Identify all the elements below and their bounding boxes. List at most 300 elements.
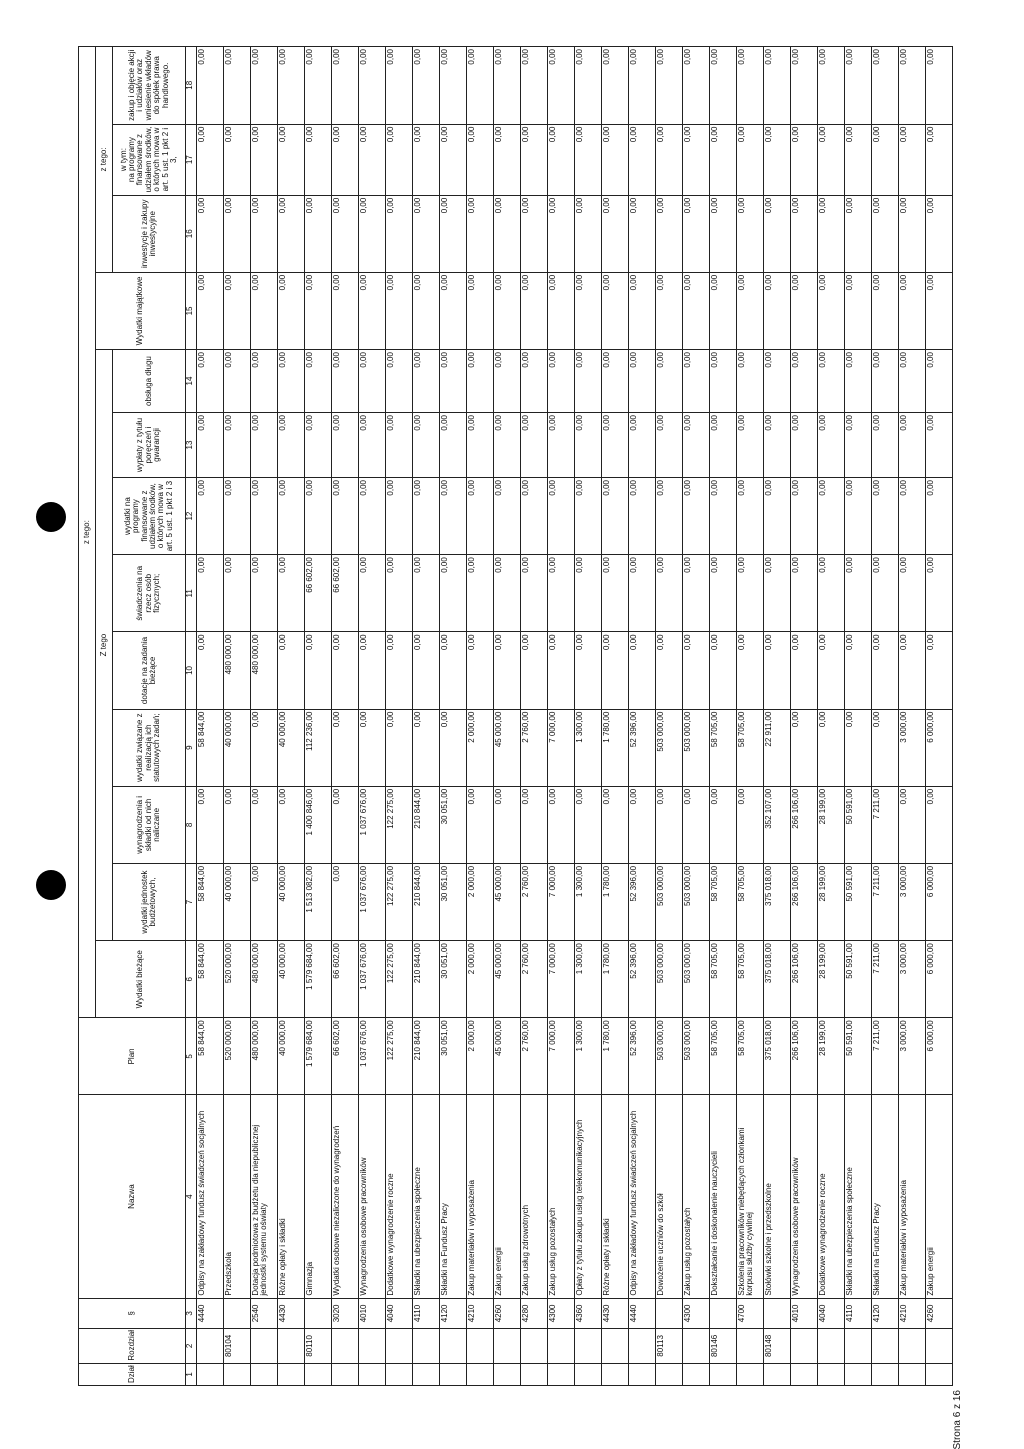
cell-paragraf: 4440 — [197, 1298, 224, 1328]
cell-zakup-akcji: 0,00 — [413, 47, 440, 125]
cell-paragraf: 4430 — [602, 1298, 629, 1328]
cell-nazwa: Wynagrodzenia osobowe pracowników — [359, 1095, 386, 1298]
cell-nazwa: Różne opłaty i składki — [602, 1095, 629, 1298]
cell-paragraf: 4110 — [413, 1298, 440, 1328]
cell-zakup-akcji: 0,00 — [845, 47, 872, 125]
cell-wydatki-biezace: 520 000,00 — [224, 941, 251, 1018]
cell-zakup-akcji: 0,00 — [818, 47, 845, 125]
cell-wynagrodzenia: 1 400 846,00 — [305, 786, 332, 863]
cell-inwestycje: 0,00 — [386, 195, 413, 272]
header-wydatki-majatkowe: Wydatki majątkowe — [96, 272, 186, 349]
cell-wydatki-jednostek: 40 000,00 — [224, 863, 251, 940]
cell-zakup-akcji: 0,00 — [872, 47, 899, 125]
cell-paragraf — [710, 1298, 737, 1328]
cell-rozdzial: 80104 — [224, 1329, 251, 1364]
cell-dzial — [926, 1363, 953, 1385]
cell-wynagrodzenia: 0,00 — [629, 786, 656, 863]
cell-na-programy: 0,00 — [575, 124, 602, 195]
cell-zakup-akcji: 0,00 — [710, 47, 737, 125]
cell-wydatki-majatkowe: 0,00 — [710, 272, 737, 349]
cell-dzial — [224, 1363, 251, 1385]
cell-rozdzial — [683, 1329, 710, 1364]
cell-wynagrodzenia: 352 107,00 — [764, 786, 791, 863]
cell-wydatki-zwiazane: 503 000,00 — [656, 709, 683, 786]
cell-wydatki-jednostek: 58 705,00 — [737, 863, 764, 940]
cell-swiadczenia: 0,00 — [494, 555, 521, 632]
column-number: 17 — [186, 124, 197, 195]
cell-zakup-akcji: 0,00 — [656, 47, 683, 125]
column-number: 14 — [186, 350, 197, 413]
cell-na-programy: 0,00 — [251, 124, 278, 195]
cell-wydatki-majatkowe: 0,00 — [629, 272, 656, 349]
cell-wydatki-biezace: 6 000,00 — [926, 941, 953, 1018]
table-row — [224, 47, 251, 1386]
cell-wydatki-programy: 0,00 — [926, 478, 953, 555]
cell-paragraf: 4430 — [278, 1298, 305, 1328]
cell-nazwa: Różne opłaty i składki — [278, 1095, 305, 1298]
cell-zakup-akcji: 0,00 — [629, 47, 656, 125]
header-wydatki-jednostek: wydatki jednostek budżetowych, — [113, 863, 186, 940]
cell-na-programy: 0,00 — [224, 124, 251, 195]
cell-inwestycje: 0,00 — [737, 195, 764, 272]
cell-plan: 58 705,00 — [737, 1018, 764, 1095]
cell-paragraf: 4260 — [494, 1298, 521, 1328]
header-zakup-akcji: zakup i objęcie akcji i udziałów oraz wniesienie wkładów do spółek prawa handlowego. — [113, 47, 186, 125]
cell-wydatki-programy: 0,00 — [899, 478, 926, 555]
cell-dzial — [548, 1363, 575, 1385]
cell-wydatki-zwiazane: 0,00 — [818, 709, 845, 786]
cell-nazwa: Zakup energii — [926, 1095, 953, 1298]
cell-dzial — [575, 1363, 602, 1385]
cell-inwestycje: 0,00 — [278, 195, 305, 272]
cell-wydatki-biezace: 40 000,00 — [278, 941, 305, 1018]
cell-zakup-akcji: 0,00 — [764, 47, 791, 125]
cell-inwestycje: 0,00 — [683, 195, 710, 272]
cell-wynagrodzenia: 7 211,00 — [872, 786, 899, 863]
cell-wydatki-biezace: 503 000,00 — [656, 941, 683, 1018]
cell-dotacje: 0,00 — [845, 632, 872, 709]
cell-plan: 28 199,00 — [818, 1018, 845, 1095]
cell-nazwa: Dodatkowe wynagrodzenie roczne — [818, 1095, 845, 1298]
cell-zakup-akcji: 0,00 — [332, 47, 359, 125]
cell-wydatki-jednostek: 3 000,00 — [899, 863, 926, 940]
cell-wyplaty: 0,00 — [656, 413, 683, 478]
cell-zakup-akcji: 0,00 — [737, 47, 764, 125]
cell-wydatki-zwiazane: 503 000,00 — [683, 709, 710, 786]
cell-wydatki-programy: 0,00 — [845, 478, 872, 555]
cell-swiadczenia: 0,00 — [710, 555, 737, 632]
cell-wydatki-jednostek: 6 000,00 — [926, 863, 953, 940]
cell-dotacje: 0,00 — [872, 632, 899, 709]
cell-na-programy: 0,00 — [332, 124, 359, 195]
cell-wydatki-jednostek: 1 780,00 — [602, 863, 629, 940]
cell-rozdzial — [521, 1329, 548, 1364]
cell-wydatki-jednostek: 30 051,00 — [440, 863, 467, 940]
cell-wydatki-programy: 0,00 — [656, 478, 683, 555]
header-rozdzial: Rozdział — [79, 1329, 186, 1364]
cell-wynagrodzenia: 0,00 — [548, 786, 575, 863]
cell-plan: 58 844,00 — [197, 1018, 224, 1095]
cell-swiadczenia: 66 602,00 — [305, 555, 332, 632]
rotated-page — [78, 46, 935, 1386]
cell-wydatki-programy: 0,00 — [575, 478, 602, 555]
cell-paragraf: 4360 — [575, 1298, 602, 1328]
cell-wyplaty: 0,00 — [710, 413, 737, 478]
cell-inwestycje: 0,00 — [413, 195, 440, 272]
cell-plan: 58 705,00 — [710, 1018, 737, 1095]
cell-dzial — [413, 1363, 440, 1385]
header-paragraf: § — [79, 1298, 186, 1328]
cell-nazwa: Gimnazja — [305, 1095, 332, 1298]
cell-dotacje: 0,00 — [629, 632, 656, 709]
cell-dzial — [359, 1363, 386, 1385]
cell-dzial — [467, 1363, 494, 1385]
cell-dotacje: 0,00 — [278, 632, 305, 709]
cell-obsluga-dlugu: 0,00 — [656, 350, 683, 413]
cell-wynagrodzenia: 0,00 — [467, 786, 494, 863]
cell-wynagrodzenia: 0,00 — [575, 786, 602, 863]
cell-wydatki-zwiazane: 1 300,00 — [575, 709, 602, 786]
cell-wydatki-majatkowe: 0,00 — [845, 272, 872, 349]
cell-paragraf: 4210 — [899, 1298, 926, 1328]
cell-wydatki-zwiazane: 45 000,00 — [494, 709, 521, 786]
cell-plan: 210 844,00 — [413, 1018, 440, 1095]
header-na-programy-text: na programy finansowane z udziałem środków, o których mowa w art. 5 ust. 1 pkt 2 i 3, — [127, 126, 178, 193]
cell-rozdzial — [278, 1329, 305, 1364]
cell-plan: 66 602,00 — [332, 1018, 359, 1095]
cell-swiadczenia: 0,00 — [197, 555, 224, 632]
cell-nazwa: Dotacja podmiotowa z budżetu dla niepublicznej jednostki systemu oświaty — [251, 1095, 278, 1298]
cell-na-programy: 0,00 — [467, 124, 494, 195]
cell-wydatki-majatkowe: 0,00 — [332, 272, 359, 349]
cell-rozdzial — [413, 1329, 440, 1364]
cell-swiadczenia: 0,00 — [521, 555, 548, 632]
cell-wyplaty: 0,00 — [359, 413, 386, 478]
punch-hole — [36, 502, 66, 532]
cell-wyplaty: 0,00 — [305, 413, 332, 478]
cell-wynagrodzenia: 0,00 — [332, 786, 359, 863]
header-wydatki-biezace: Wydatki bieżące — [96, 941, 186, 1018]
cell-inwestycje: 0,00 — [521, 195, 548, 272]
cell-wyplaty: 0,00 — [737, 413, 764, 478]
table-row — [602, 47, 629, 1386]
cell-inwestycje: 0,00 — [224, 195, 251, 272]
cell-inwestycje: 0,00 — [332, 195, 359, 272]
cell-na-programy: 0,00 — [710, 124, 737, 195]
budget-table-container — [78, 46, 935, 1386]
cell-wyplaty: 0,00 — [872, 413, 899, 478]
cell-dotacje: 0,00 — [521, 632, 548, 709]
header-obsluga-dlugu: obsługa długu — [113, 350, 186, 413]
column-number: 7 — [186, 863, 197, 940]
cell-dotacje: 480 000,00 — [224, 632, 251, 709]
cell-wydatki-programy: 0,00 — [332, 478, 359, 555]
cell-plan: 122 275,00 — [386, 1018, 413, 1095]
cell-wydatki-majatkowe: 0,00 — [575, 272, 602, 349]
cell-obsluga-dlugu: 0,00 — [602, 350, 629, 413]
cell-rozdzial — [197, 1329, 224, 1364]
cell-wynagrodzenia: 0,00 — [197, 786, 224, 863]
cell-rozdzial — [332, 1329, 359, 1364]
column-number: 12 — [186, 478, 197, 555]
column-number: 6 — [186, 941, 197, 1018]
cell-wydatki-zwiazane: 0,00 — [791, 709, 818, 786]
cell-wynagrodzenia: 0,00 — [656, 786, 683, 863]
cell-wydatki-jednostek: 266 106,00 — [791, 863, 818, 940]
cell-wydatki-programy: 0,00 — [548, 478, 575, 555]
cell-dzial — [386, 1363, 413, 1385]
cell-wydatki-programy: 0,00 — [629, 478, 656, 555]
cell-dotacje: 0,00 — [386, 632, 413, 709]
cell-swiadczenia: 0,00 — [548, 555, 575, 632]
cell-wydatki-biezace: 7 000,00 — [548, 941, 575, 1018]
cell-nazwa: Zakup usług pozostałych — [683, 1095, 710, 1298]
cell-obsluga-dlugu: 0,00 — [764, 350, 791, 413]
cell-obsluga-dlugu: 0,00 — [494, 350, 521, 413]
cell-dzial — [710, 1363, 737, 1385]
cell-wydatki-zwiazane: 0,00 — [332, 709, 359, 786]
header-wydatki-programy: wydatki na programy finansowane z udziałem środków, o których mowa w art. 5 ust. 1 pkt 2 i 3 — [113, 478, 186, 555]
cell-zakup-akcji: 0,00 — [467, 47, 494, 125]
header-dotacje: dotacje na zadania bieżące — [113, 632, 186, 709]
cell-obsluga-dlugu: 0,00 — [332, 350, 359, 413]
cell-wydatki-programy: 0,00 — [278, 478, 305, 555]
cell-wydatki-biezace: 1 300,00 — [575, 941, 602, 1018]
cell-nazwa: Składki na Fundusz Pracy — [440, 1095, 467, 1298]
column-number: 4 — [186, 1095, 197, 1298]
cell-dzial — [278, 1363, 305, 1385]
cell-plan: 1 037 676,00 — [359, 1018, 386, 1095]
cell-wydatki-biezace: 210 844,00 — [413, 941, 440, 1018]
cell-dzial — [764, 1363, 791, 1385]
cell-obsluga-dlugu: 0,00 — [305, 350, 332, 413]
cell-zakup-akcji: 0,00 — [575, 47, 602, 125]
page-number: Strona 6 z 16 — [952, 1390, 963, 1449]
cell-zakup-akcji: 0,00 — [602, 47, 629, 125]
cell-wydatki-biezace: 266 106,00 — [791, 941, 818, 1018]
table-row — [305, 47, 332, 1386]
cell-plan: 7 211,00 — [872, 1018, 899, 1095]
cell-wydatki-biezace: 480 000,00 — [251, 941, 278, 1018]
table-row — [548, 47, 575, 1386]
cell-wyplaty: 0,00 — [683, 413, 710, 478]
cell-dzial — [737, 1363, 764, 1385]
cell-wydatki-jednostek: 52 396,00 — [629, 863, 656, 940]
cell-wydatki-programy: 0,00 — [359, 478, 386, 555]
column-number: 5 — [186, 1018, 197, 1095]
cell-dzial — [332, 1363, 359, 1385]
cell-wynagrodzenia: 0,00 — [602, 786, 629, 863]
cell-inwestycje: 0,00 — [845, 195, 872, 272]
table-row — [521, 47, 548, 1386]
header-nazwa: Nazwa — [79, 1095, 186, 1298]
cell-wydatki-majatkowe: 0,00 — [899, 272, 926, 349]
column-number: 10 — [186, 632, 197, 709]
cell-swiadczenia: 0,00 — [251, 555, 278, 632]
table-row — [710, 47, 737, 1386]
cell-rozdzial — [440, 1329, 467, 1364]
cell-wynagrodzenia: 0,00 — [251, 786, 278, 863]
cell-rozdzial — [872, 1329, 899, 1364]
cell-wynagrodzenia: 0,00 — [278, 786, 305, 863]
cell-paragraf: 4040 — [818, 1298, 845, 1328]
cell-swiadczenia: 0,00 — [224, 555, 251, 632]
cell-dotacje: 0,00 — [710, 632, 737, 709]
cell-dzial — [656, 1363, 683, 1385]
cell-wydatki-programy: 0,00 — [467, 478, 494, 555]
cell-na-programy: 0,00 — [899, 124, 926, 195]
cell-nazwa: Przedszkola — [224, 1095, 251, 1298]
cell-dzial — [440, 1363, 467, 1385]
cell-wyplaty: 0,00 — [440, 413, 467, 478]
cell-wydatki-zwiazane: 0,00 — [413, 709, 440, 786]
cell-swiadczenia: 0,00 — [467, 555, 494, 632]
cell-obsluga-dlugu: 0,00 — [926, 350, 953, 413]
cell-wyplaty: 0,00 — [332, 413, 359, 478]
cell-wydatki-zwiazane: 0,00 — [872, 709, 899, 786]
table-row — [278, 47, 305, 1386]
cell-wydatki-majatkowe: 0,00 — [791, 272, 818, 349]
cell-na-programy: 0,00 — [278, 124, 305, 195]
cell-wydatki-programy: 0,00 — [413, 478, 440, 555]
header-na-programy — [113, 124, 186, 195]
cell-nazwa: Dowożenie uczniów do szkół — [656, 1095, 683, 1298]
cell-wydatki-biezace: 30 051,00 — [440, 941, 467, 1018]
cell-dotacje: 0,00 — [413, 632, 440, 709]
cell-wydatki-jednostek: 2 000,00 — [467, 863, 494, 940]
table-row — [494, 47, 521, 1386]
cell-zakup-akcji: 0,00 — [278, 47, 305, 125]
cell-inwestycje: 0,00 — [305, 195, 332, 272]
cell-na-programy: 0,00 — [683, 124, 710, 195]
cell-wyplaty: 0,00 — [386, 413, 413, 478]
cell-rozdzial — [467, 1329, 494, 1364]
cell-swiadczenia: 66 602,00 — [332, 555, 359, 632]
cell-obsluga-dlugu: 0,00 — [440, 350, 467, 413]
cell-wydatki-zwiazane: 40 000,00 — [278, 709, 305, 786]
cell-wynagrodzenia: 0,00 — [710, 786, 737, 863]
cell-obsluga-dlugu: 0,00 — [548, 350, 575, 413]
cell-inwestycje: 0,00 — [359, 195, 386, 272]
cell-wydatki-zwiazane: 0,00 — [440, 709, 467, 786]
cell-nazwa: Szkolenia pracowników niebędących członkami korpusu służby cywilnej — [737, 1095, 764, 1298]
cell-swiadczenia: 0,00 — [872, 555, 899, 632]
cell-nazwa: Zakup usług pozostałych — [548, 1095, 575, 1298]
cell-inwestycje: 0,00 — [818, 195, 845, 272]
header-w-tym: w tym: — [118, 148, 128, 172]
cell-plan: 52 396,00 — [629, 1018, 656, 1095]
cell-wydatki-majatkowe: 0,00 — [305, 272, 332, 349]
cell-wydatki-biezace: 58 705,00 — [710, 941, 737, 1018]
cell-wydatki-majatkowe: 0,00 — [278, 272, 305, 349]
column-number-row — [186, 47, 197, 1386]
cell-inwestycje: 0,00 — [710, 195, 737, 272]
cell-wyplaty: 0,00 — [224, 413, 251, 478]
cell-wydatki-programy: 0,00 — [386, 478, 413, 555]
cell-wynagrodzenia: 1 037 676,00 — [359, 786, 386, 863]
cell-zakup-akcji: 0,00 — [197, 47, 224, 125]
cell-obsluga-dlugu: 0,00 — [278, 350, 305, 413]
cell-wydatki-majatkowe: 0,00 — [764, 272, 791, 349]
cell-wyplaty: 0,00 — [278, 413, 305, 478]
cell-paragraf: 3020 — [332, 1298, 359, 1328]
cell-wyplaty: 0,00 — [602, 413, 629, 478]
cell-na-programy: 0,00 — [548, 124, 575, 195]
cell-wydatki-programy: 0,00 — [440, 478, 467, 555]
cell-plan: 2 000,00 — [467, 1018, 494, 1095]
cell-paragraf: 4120 — [872, 1298, 899, 1328]
column-number: 15 — [186, 272, 197, 349]
table-row — [764, 47, 791, 1386]
table-row — [575, 47, 602, 1386]
cell-rozdzial: 80113 — [656, 1329, 683, 1364]
cell-dzial — [521, 1363, 548, 1385]
cell-wydatki-biezace: 1 780,00 — [602, 941, 629, 1018]
cell-obsluga-dlugu: 0,00 — [467, 350, 494, 413]
cell-plan: 40 000,00 — [278, 1018, 305, 1095]
cell-obsluga-dlugu: 0,00 — [521, 350, 548, 413]
table-row — [386, 47, 413, 1386]
cell-obsluga-dlugu: 0,00 — [224, 350, 251, 413]
cell-rozdzial — [251, 1329, 278, 1364]
cell-wyplaty: 0,00 — [197, 413, 224, 478]
cell-zakup-akcji: 0,00 — [791, 47, 818, 125]
cell-paragraf: 4440 — [629, 1298, 656, 1328]
cell-plan: 1 780,00 — [602, 1018, 629, 1095]
cell-wydatki-majatkowe: 0,00 — [467, 272, 494, 349]
cell-rozdzial — [575, 1329, 602, 1364]
cell-wynagrodzenia: 0,00 — [737, 786, 764, 863]
cell-wyplaty: 0,00 — [764, 413, 791, 478]
cell-na-programy: 0,00 — [494, 124, 521, 195]
cell-dzial — [899, 1363, 926, 1385]
cell-paragraf: 4300 — [683, 1298, 710, 1328]
cell-inwestycje: 0,00 — [899, 195, 926, 272]
header-dzial: Dział — [79, 1363, 186, 1385]
cell-rozdzial — [899, 1329, 926, 1364]
cell-wydatki-jednostek: 45 000,00 — [494, 863, 521, 940]
punch-hole — [36, 870, 66, 900]
cell-swiadczenia: 0,00 — [818, 555, 845, 632]
cell-wydatki-majatkowe: 0,00 — [683, 272, 710, 349]
column-number: 16 — [186, 195, 197, 272]
cell-wydatki-zwiazane: 2 000,00 — [467, 709, 494, 786]
cell-wynagrodzenia: 0,00 — [494, 786, 521, 863]
cell-inwestycje: 0,00 — [575, 195, 602, 272]
cell-zakup-akcji: 0,00 — [521, 47, 548, 125]
cell-wydatki-programy: 0,00 — [602, 478, 629, 555]
cell-wyplaty: 0,00 — [926, 413, 953, 478]
cell-wydatki-programy: 0,00 — [737, 478, 764, 555]
cell-dotacje: 0,00 — [494, 632, 521, 709]
cell-wydatki-majatkowe: 0,00 — [602, 272, 629, 349]
cell-wydatki-majatkowe: 0,00 — [926, 272, 953, 349]
cell-wynagrodzenia: 0,00 — [899, 786, 926, 863]
cell-wydatki-majatkowe: 0,00 — [440, 272, 467, 349]
table-row — [872, 47, 899, 1386]
cell-nazwa: Dodatkowe wynagrodzenie roczne — [386, 1095, 413, 1298]
cell-dotacje: 0,00 — [332, 632, 359, 709]
cell-rozdzial — [548, 1329, 575, 1364]
cell-wydatki-majatkowe: 0,00 — [224, 272, 251, 349]
cell-rozdzial: 80146 — [710, 1329, 737, 1364]
cell-nazwa: Dokształcanie i doskonalenie nauczycieli — [710, 1095, 737, 1298]
cell-wydatki-programy: 0,00 — [710, 478, 737, 555]
table-row — [251, 47, 278, 1386]
cell-inwestycje: 0,00 — [656, 195, 683, 272]
cell-swiadczenia: 0,00 — [926, 555, 953, 632]
cell-dotacje: 0,00 — [926, 632, 953, 709]
